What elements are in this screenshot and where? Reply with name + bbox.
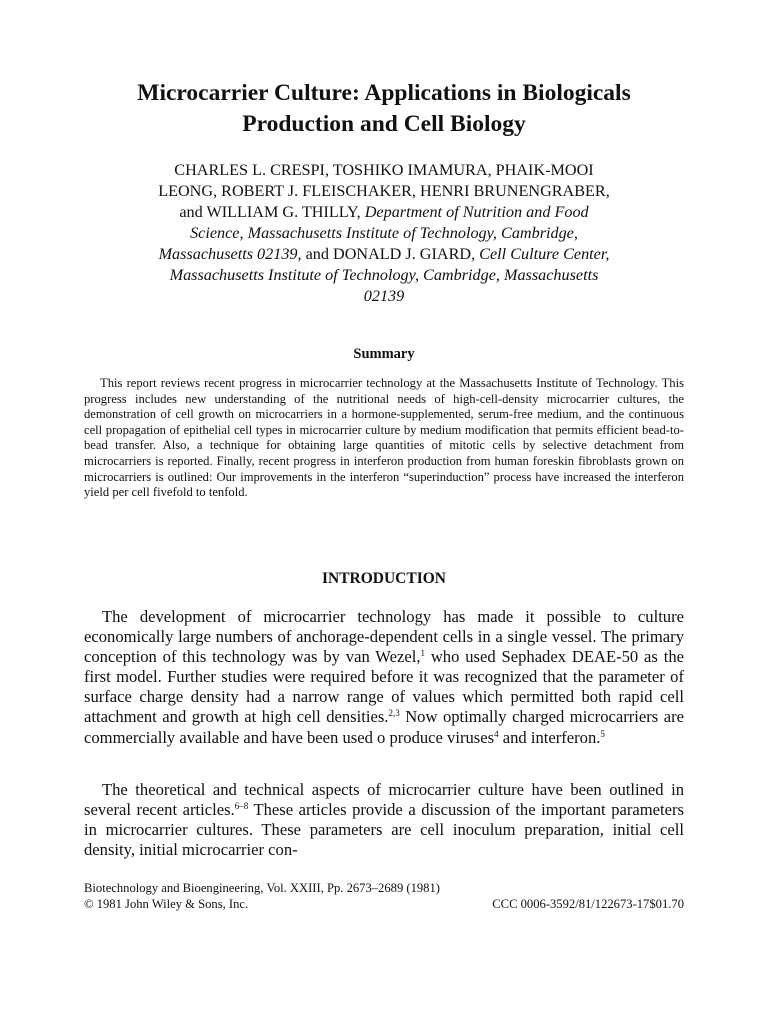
reference-6-8: 6–8	[234, 801, 249, 812]
affiliation-2a: Cell Culture Center,	[479, 245, 610, 263]
p1-text-c: Now optimally charged microcarriers are commercially available and have been used o produce viruses	[84, 707, 684, 747]
footer-row	[84, 896, 684, 912]
introduction-paragraph-2	[84, 780, 684, 860]
page-footer	[84, 880, 684, 912]
introduction-heading: INTRODUCTION	[321, 570, 446, 587]
reference-5: 5	[600, 728, 605, 739]
title-line-1: Microcarrier Culture: Applications in Biologicals	[137, 80, 631, 106]
reference-1: 1	[420, 648, 425, 659]
copyright-notice: © 1981 John Wiley & Sons, Inc.	[84, 897, 249, 911]
p2-text-b: These articles provide a discussion of the important parameters in microcarrier cultures. These parameters are cell inoculum preparation, initial cell density, initial microcarrier con-	[84, 800, 684, 860]
p2-text-a: The theoretical and technical aspects of microcarrier culture have been outlined in several recent articles.	[84, 780, 684, 820]
p1-text-d: and interferon.	[498, 727, 601, 747]
authors-line-3: and WILLIAM G. THILLY,	[179, 203, 365, 221]
p1-text-a: The development of microcarrier technology has made it possible to culture economically large numbers of anchorage-dependent cells in a single vessel. The primary conception of this technology was by van Wezel,	[84, 607, 684, 667]
authors-line-5: and DONALD J. GIARD,	[301, 245, 480, 263]
title-line-2: Production and Cell Biology	[242, 111, 526, 137]
reference-2-3: 2,3	[388, 708, 400, 719]
paper-title	[60, 78, 708, 140]
journal-citation: Biotechnology and Bioengineering, Vol. XXIII, Pp. 2673–2689 (1981)	[84, 881, 440, 895]
p1-text-b: who used Sephadex DEAE-50 as the first model. Further studies were required before it was recognized that the parameter of surface charge density had a narrow range of values which permitted both rapid cell attachment and growth at high cell densities.	[84, 647, 684, 727]
affiliation-1a: Department of Nutrition and Food	[364, 203, 589, 221]
affiliation-1b: Science, Massachusetts Institute of Technology, Cambridge,	[190, 224, 578, 242]
ccc-code: CCC 0006-3592/81/122673-17$01.70	[492, 897, 684, 911]
authors-line-1: CHARLES L. CRESPI, TOSHIKO IMAMURA, PHAIK-MOOI	[174, 161, 594, 179]
affiliation-2b: Massachusetts Institute of Technology, Cambridge, Massachusetts	[169, 266, 599, 284]
authors-line-2: LEONG, ROBERT J. FLEISCHAKER, HENRI BRUNENGRABER,	[158, 182, 610, 200]
affiliation-1c: Massachusetts 02139,	[158, 245, 302, 263]
author-block	[70, 160, 698, 307]
summary-paragraph: This report reviews recent progress in microcarrier technology at the Massachusetts Institute of Technology. This progress includes new understanding of the nutritional needs of high-cell-density microcarrier cultures, the demonstration of cell growth on microcarriers in a hormone-supplemented, serum-free medium, and the continuous cell propagation of epithelial cell types in microcarrier culture by medium modification that permits efficient bead-to-bead transfer. Also, a technique for obtaining large quantities of mitotic cells by selective detachment from microcarriers is reported. Finally, recent progress in interferon production from human foreskin fibroblasts grown on microcarriers is outlined: Our improvements in the interferon “superinduction” process have increased the interferon yield per cell fivefold to tenfold.	[84, 376, 684, 500]
summary-heading: Summary	[353, 346, 415, 362]
affiliation-2c: 02139	[363, 287, 405, 305]
introduction-paragraph-1	[84, 607, 684, 748]
reference-4: 4	[494, 728, 499, 739]
